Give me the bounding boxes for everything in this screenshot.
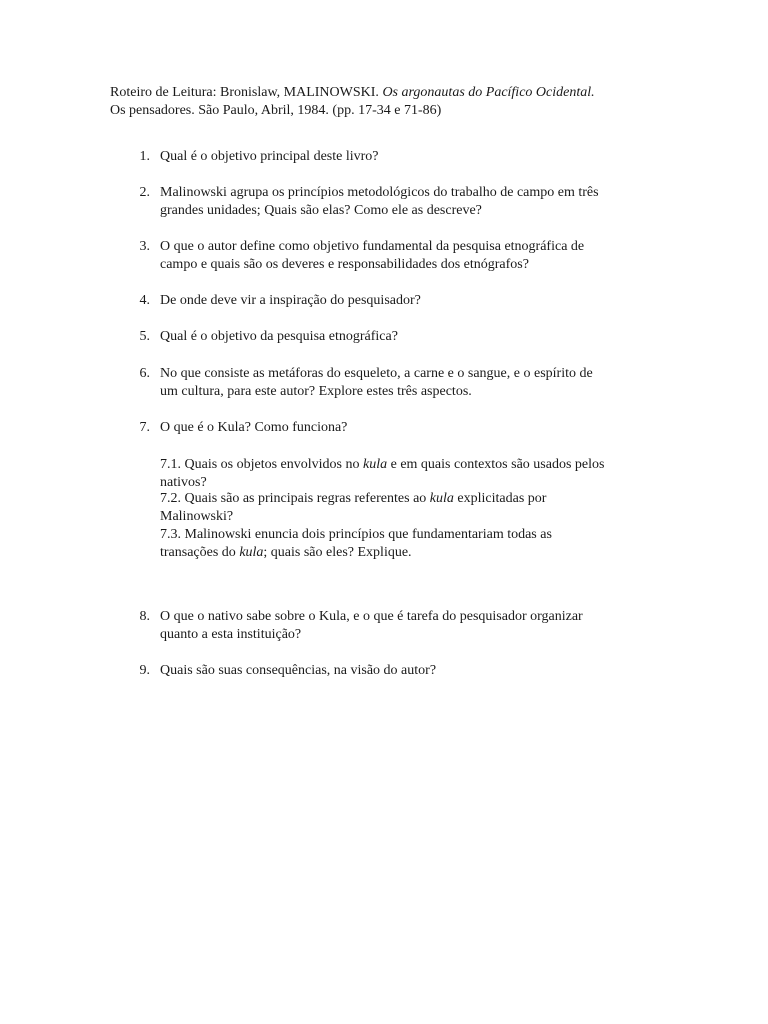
subquestion-line bbox=[160, 490, 546, 508]
question-text bbox=[160, 184, 599, 220]
header-book-title: Os argonautas do Pacífico Ocidental. bbox=[382, 85, 595, 100]
question-number: 8. bbox=[139, 609, 150, 624]
subquestion-text: 7.2. Quais são as principais regras referentes ao bbox=[160, 491, 430, 506]
subquestion-text: explicitadas por bbox=[453, 491, 547, 506]
subquestion-line bbox=[160, 544, 552, 562]
header-citation-text: Roteiro de Leitura: Bronislaw, MALINOWSKI. bbox=[110, 85, 383, 100]
question-line: No que consiste as metáforas do esqueleto, a carne e o sangue, e o espírito de bbox=[160, 366, 593, 381]
question-line: O que é o Kula? Como funciona? bbox=[160, 420, 348, 435]
question-line: Qual é o objetivo da pesquisa etnográfica? bbox=[160, 329, 398, 344]
question-number: 7. bbox=[139, 420, 150, 435]
question-line: um cultura, para este autor? Explore estes três aspectos. bbox=[160, 384, 472, 399]
question-text bbox=[160, 419, 347, 437]
question-line: De onde deve vir a inspiração do pesquisador? bbox=[160, 293, 421, 308]
question-number: 9. bbox=[139, 663, 150, 678]
question-text bbox=[160, 238, 584, 274]
question-text bbox=[160, 608, 583, 644]
subquestion-text: transações do bbox=[160, 545, 240, 560]
question-text bbox=[160, 365, 593, 401]
subquestion-7-3 bbox=[160, 526, 552, 562]
question-number: 6. bbox=[139, 366, 150, 381]
kula-term: kula bbox=[429, 491, 454, 506]
question-line: grandes unidades; Quais são elas? Como ele as descreve? bbox=[160, 203, 482, 218]
question-line: O que o nativo sabe sobre o Kula, e o que é tarefa do pesquisador organizar bbox=[160, 609, 583, 624]
question-text bbox=[160, 292, 421, 310]
question-text bbox=[160, 328, 398, 346]
question-line: Qual é o objetivo principal deste livro? bbox=[160, 149, 379, 164]
question-line: Malinowski agrupa os princípios metodológicos do trabalho de campo em três bbox=[160, 185, 599, 200]
subquestion-line bbox=[160, 456, 604, 474]
question-number: 4. bbox=[139, 293, 150, 308]
subquestion-7-1 bbox=[160, 456, 604, 492]
subquestion-text: ; quais são eles? Explique. bbox=[263, 545, 412, 560]
header-line-1 bbox=[110, 84, 595, 102]
question-number: 5. bbox=[139, 329, 150, 344]
document-header bbox=[110, 84, 595, 120]
subquestion-line: Malinowski? bbox=[160, 509, 234, 524]
kula-term: kula bbox=[363, 457, 388, 472]
question-text bbox=[160, 662, 436, 680]
question-line: Quais são suas consequências, na visão do autor? bbox=[160, 663, 437, 678]
kula-term: kula bbox=[239, 545, 264, 560]
question-number: 3. bbox=[139, 239, 150, 254]
subquestion-line: nativos? bbox=[160, 475, 207, 490]
question-line: campo e quais são os deveres e responsabilidades dos etnógrafos? bbox=[160, 257, 529, 272]
header-line-2: Os pensadores. São Paulo, Abril, 1984. (pp. 17-34 e 71-86) bbox=[110, 103, 442, 118]
subquestion-7-2 bbox=[160, 490, 546, 526]
question-line: quanto a esta instituição? bbox=[160, 627, 302, 642]
question-line: O que o autor define como objetivo fundamental da pesquisa etnográfica de bbox=[160, 239, 585, 254]
question-number: 2. bbox=[139, 185, 150, 200]
subquestion-line: 7.3. Malinowski enuncia dois princípios que fundamentariam todas as bbox=[160, 527, 552, 542]
subquestion-text: e em quais contextos são usados pelos bbox=[387, 457, 605, 472]
question-number: 1. bbox=[139, 149, 150, 164]
subquestion-text: 7.1. Quais os objetos envolvidos no bbox=[160, 457, 363, 472]
question-text bbox=[160, 148, 379, 166]
